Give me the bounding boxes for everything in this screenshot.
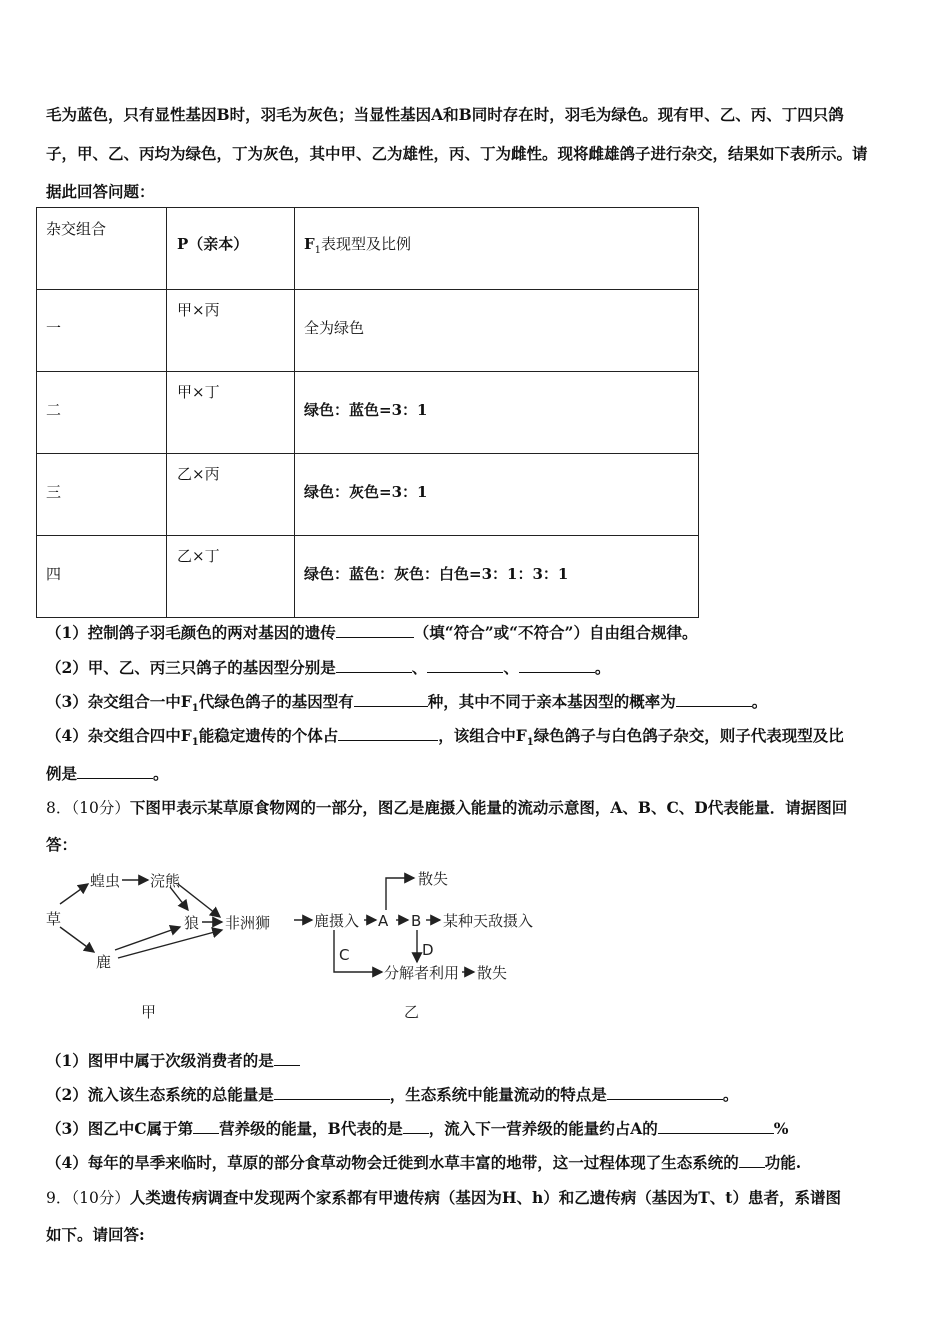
label-C: C [339,946,350,964]
row-result: 绿色：蓝色=3：1 [304,401,428,419]
answer-blank[interactable] [676,692,752,707]
row-parents: 甲×丁 [177,383,220,401]
cross-table [36,207,699,618]
energy-flow-figure [290,862,540,1027]
arrow-A-loss [386,878,414,910]
q8-part-4: （4）每年的旱季来临时，草原的部分食草动物会迁徙到水草丰富的地带，这一过程体现了生态系统的 功能. [46,1153,802,1172]
figure-caption-jia: 甲 [141,1003,157,1021]
node-bear: 浣熊 [150,872,181,890]
header-f1-phenotype: $F_1$表现型及比例 [304,235,412,256]
node-natural-enemy: 某种天敌摄入 [443,912,534,930]
row-group: 一 [46,319,62,337]
answer-blank[interactable] [336,623,414,638]
node-locust: 蝗虫 [90,872,121,890]
row-parents: 乙×丙 [177,465,220,483]
table-row [37,536,699,618]
food-web-figure [40,862,290,1027]
arrow-bear-lion [178,884,220,917]
row-result: 全为绿色 [304,319,365,337]
arrow-grass-deer [60,927,94,952]
node-B: B [411,912,422,930]
q7-part-4: （4）杂交组合四中$F_1$能稳定遗传的个体占 ，该组合中$F_1$绿色鸽子与白色鸽子杂交，则子代表现型及比 [46,726,844,749]
intro-line-1: 毛为蓝色，只有显性基因B时，羽毛为灰色；当显性基因A和B同时存在时，羽毛为绿色。现有甲、乙、丙、丁四只鸽 [46,105,844,124]
answer-blank[interactable] [427,658,503,673]
intro-line-3: 据此回答问题： [46,182,155,201]
node-decomposer: 分解者利用 [384,964,460,982]
answer-blank[interactable] [354,692,428,707]
q8-part-2: （2）流入该生态系统的总能量是 ，生态系统中能量流动的特点是 。 [46,1085,739,1104]
q8-part-3: （3）图乙中C属于第 营养级的能量，B代表的是 ，流入下一营养级的能量约占A的 % [46,1119,789,1138]
q9-number: 9．（10分） [46,1189,130,1207]
figure-caption-yi: 乙 [404,1003,420,1021]
node-deer-intake: 鹿摄入 [314,912,360,930]
arrow-deer-wolf [115,927,180,950]
q8-stem-2: 答： [46,835,78,854]
q7-part-2: （2）甲、乙、丙三只鸽子的基因型分别是 、 、 。 [46,658,611,677]
q8-number: 8．（10分） [46,799,130,817]
node-loss-1: 散失 [418,870,449,888]
answer-blank[interactable] [403,1119,429,1134]
node-A: A [378,912,389,930]
answer-blank[interactable] [274,1051,300,1066]
node-wolf: 狼 [184,914,200,932]
q7-part-1: （1）控制鸽子羽毛颜色的两对基因的遗传 （填“符合”或“不符合”）自由组合规律。 [46,623,698,642]
arrow-grass-locust [60,884,88,904]
q7-part-4-cont: 例是 。 [46,764,169,783]
row-result: 绿色：蓝色：灰色：白色=3：1：3：1 [304,565,569,583]
header-parents: P（亲本） [177,235,249,253]
table-row [37,454,699,536]
answer-blank[interactable] [336,658,412,673]
row-group: 四 [46,565,62,583]
row-group: 三 [46,483,62,501]
row-parents: 甲×丙 [177,301,220,319]
header-cross-group: 杂交组合 [46,220,107,238]
q8-part-1: （1）图甲中属于次级消费者的是 [46,1049,300,1071]
q9-stem-1: 9．（10分）人类遗传病调查中发现两个家系都有甲遗传病（基因为H、h）和乙遗传病（基因为T、t）患者，系谱图 [46,1188,841,1207]
answer-blank[interactable] [77,764,153,779]
answer-blank[interactable] [338,726,438,741]
q8-stem-1: 8．（10分）下图甲表示某草原食物网的一部分，图乙是鹿摄入能量的流动示意图，A、B、C、D代表能量．请据图回 [46,798,848,817]
node-loss-2: 散失 [477,964,508,982]
row-result: 绿色：灰色=3：1 [304,483,428,501]
table-row [37,290,699,372]
node-grass: 草 [46,910,62,928]
answer-blank[interactable] [739,1153,765,1168]
answer-blank[interactable] [519,658,595,673]
label-D: D [422,941,434,959]
table-row [37,372,699,454]
node-deer: 鹿 [96,953,112,971]
answer-blank[interactable] [658,1119,774,1134]
answer-blank[interactable] [193,1119,219,1134]
answer-blank[interactable] [607,1085,723,1100]
table-header-row [37,208,699,290]
answer-blank[interactable] [274,1085,390,1100]
intro-line-2: 子，甲、乙、丙均为绿色，丁为灰色，其中甲、乙为雄性，丙、丁为雌性。现将雌雄鸽子进行杂交，结果如下表所示。请 [46,144,868,163]
row-parents: 乙×丁 [177,547,220,565]
q7-part-3: （3）杂交组合一中$F_1$代绿色鸽子的基因型有 种，其中不同于亲本基因型的概率为 。 [46,692,768,715]
row-group: 二 [46,401,62,419]
q9-stem-2: 如下。请回答: [46,1225,145,1244]
node-lion: 非洲狮 [225,914,271,932]
